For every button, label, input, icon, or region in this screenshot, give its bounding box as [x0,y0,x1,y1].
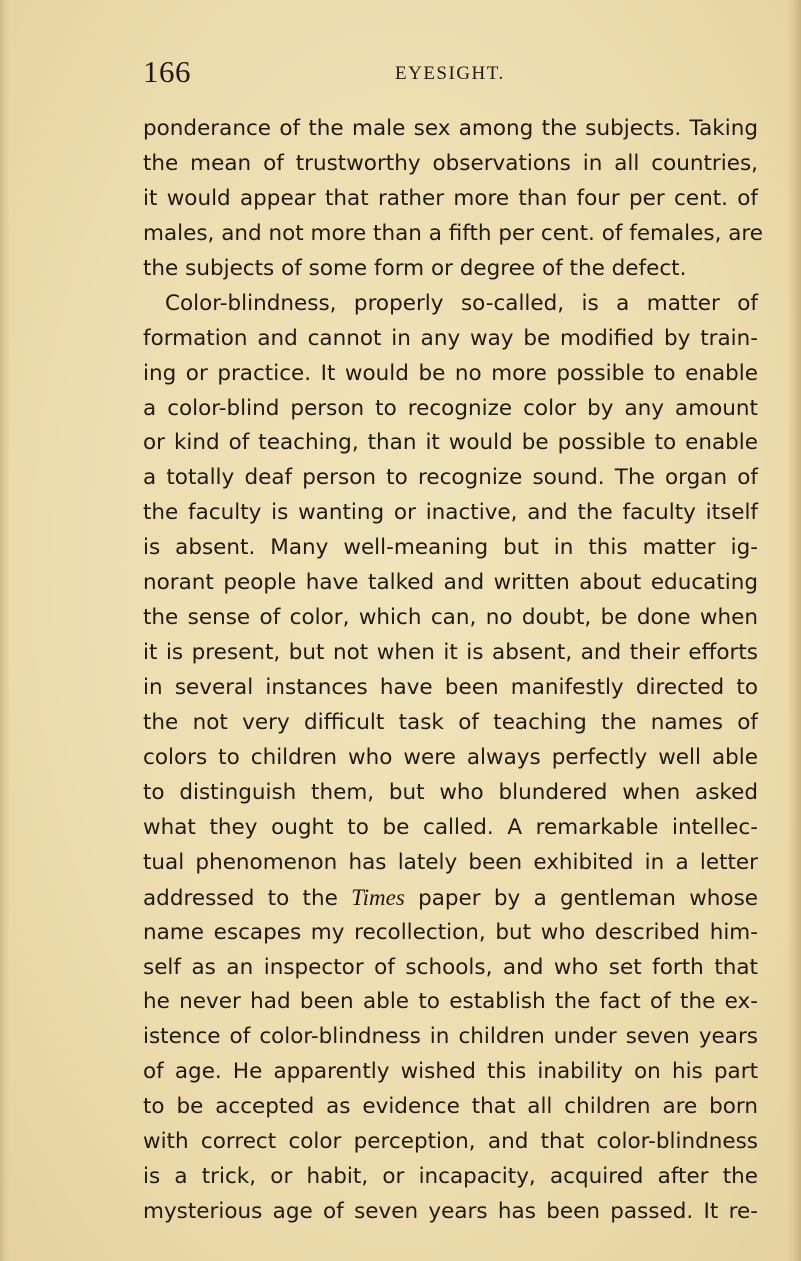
body-text [143,112,764,1230]
page-header [143,54,673,94]
text-line: is absent. Many well-meaning but in this matter ig- [143,535,758,561]
text-line: to distinguish them, but who blundered when asked [143,779,758,805]
italic-title-times: Times [351,884,405,910]
text-line: the subjects of some form or degree of the defect. [143,255,687,281]
text-line: it is present, but not when it is absent, and their efforts [143,640,758,666]
text-line: name escapes my recollection, but who described him- [143,919,758,945]
running-head: EYESIGHT. [395,63,505,84]
text-line: Color-blindness, properly so-called, is a matter of [165,290,758,316]
text-line: the faculty is wanting or inactive, and the faculty itself [143,500,758,526]
text-line: the sense of color, which can, no doubt, be done when [143,605,758,631]
text-line: is a trick, or habit, or incapacity, acquired after the [143,1164,758,1190]
text-line: the mean of trustworthy observations in all countries, [143,150,758,176]
text-line: formation and cannot in any way be modified by train- [143,325,758,351]
text-line: in several instances have been manifestly directed to [143,675,758,700]
text-line: he never had been able to establish the fact of the ex- [143,989,758,1015]
text-line-with-italic [143,881,758,916]
text-segment: paper by a gentleman whose [404,885,758,911]
text-line: ing or practice. It would be no more possible to enable [143,360,758,386]
text-line: with correct color perception, and that color-blindness [143,1129,758,1155]
text-line: of age. He apparently wished this inability on his part [143,1059,758,1085]
text-line: males, and not more than a fifth per cent. of females, are [143,220,764,246]
page-left-edge-shadow [0,0,10,1261]
text-line: tual phenomenon has lately been exhibited in a letter [143,849,758,875]
text-line: a totally deaf person to recognize sound. The organ of [143,465,758,491]
text-line: it would appear that rather more than four per cent. of [143,185,758,211]
text-line: istence of color-blindness in children under seven years [143,1024,758,1050]
page-number: 166 [143,54,191,89]
text-line: mysterious age of seven years has been passed. It re- [143,1199,758,1225]
text-line: ponderance of the male sex among the subjects. Taking [143,116,758,141]
text-line: norant people have talked and written about educating [143,570,758,596]
text-segment: addressed to the [143,885,352,911]
text-line: what they ought to be called. A remarkable intellec- [143,814,758,840]
page-right-edge-shadow [787,0,801,1261]
text-line: colors to children who were always perfectly well able [143,744,758,770]
text-line: or kind of teaching, than it would be possible to enable [143,430,758,456]
text-line: the not very difficult task of teaching the names of [143,709,758,735]
text-line: to be accepted as evidence that all children are born [143,1094,758,1120]
text-line: self as an inspector of schools, and who set forth that [143,954,758,980]
text-line: a color-blind person to recognize color by any amount [143,395,758,421]
